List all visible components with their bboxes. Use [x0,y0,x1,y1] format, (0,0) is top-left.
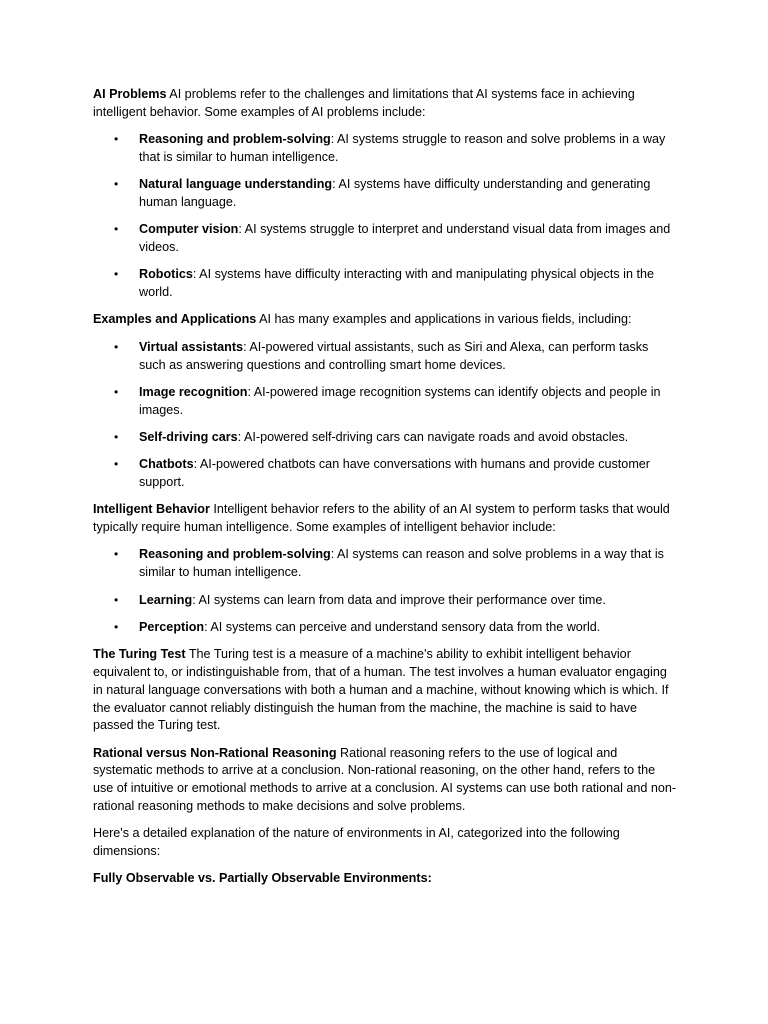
document-page [93,86,678,898]
observable-environments-heading-text: Fully Observable vs. Partially Observable Environments: [93,871,432,886]
bullet-icon: • [114,592,119,607]
list-item [93,176,678,212]
list-item [93,221,678,257]
list-item [93,619,678,637]
list-item-desc: : AI systems have difficulty understanding and generating human language. [139,177,651,209]
list-item [93,456,678,492]
ai-problems-text: AI problems refer to the challenges and limitations that AI systems face in achieving intelligent behavior. Some examples of AI problems include: [93,87,635,119]
rational-reasoning-paragraph [93,745,678,816]
list-item [93,339,678,375]
list-item [93,546,678,582]
intelligent-behavior-text: Intelligent behavior refers to the ability of an AI system to perform tasks that would typically require human intelligence. Some examples of intelligent behavior include: [93,502,670,535]
bullet-icon: • [114,267,119,282]
list-item [93,266,678,302]
ai-problems-paragraph [93,86,678,122]
ai-problems-list [93,131,678,302]
list-item [93,131,678,167]
list-item-term: Computer vision [139,222,239,237]
list-item-desc: : AI systems can reason and solve problems in a way that is similar to human intelligence. [139,547,664,580]
list-item-desc: : AI-powered image recognition systems can identify objects and people in images. [139,384,661,417]
examples-list [93,339,678,492]
list-item-desc: : AI-powered chatbots can have conversations with humans and provide customer support. [139,457,651,490]
bullet-icon: • [114,339,119,354]
bullet-icon: • [114,619,119,634]
bullet-icon: • [114,429,119,444]
intelligent-behavior-list [93,546,678,636]
observable-environments-heading [93,870,678,888]
list-item-term: Self-driving cars [139,429,238,444]
bullet-icon: • [114,177,119,192]
bullet-icon: • [114,132,119,147]
list-item-desc: : AI-powered self-driving cars can navigate roads and avoid obstacles. [237,429,629,444]
rational-reasoning-heading: Rational versus Non-Rational Reasoning [93,745,337,760]
list-item [93,384,678,420]
list-item-desc: : AI systems can learn from data and improve their performance over time. [192,592,606,607]
list-item-desc: : AI systems have difficulty interacting with and manipulating physical objects in the world. [139,267,654,300]
list-item-term: Virtual assistants [139,339,244,354]
ai-problems-heading: AI Problems [93,87,167,101]
list-item-term: Reasoning and problem-solving [139,547,331,562]
examples-heading: Examples and Applications [93,312,257,327]
list-item-term: Natural language understanding [139,177,333,192]
bullet-icon: • [114,384,119,399]
list-item-term: Perception [139,619,205,634]
list-item-desc: : AI-powered virtual assistants, such as Siri and Alexa, can perform tasks such as answering questions and controlling smart home devices. [139,339,649,372]
list-item-term: Image recognition [139,384,248,399]
list-item [93,592,678,610]
list-item-desc: : AI systems struggle to reason and solve problems in a way that is similar to human intelligence. [139,132,666,164]
list-item-desc: : AI systems struggle to interpret and understand visual data from images and videos. [139,222,671,255]
bullet-icon: • [114,222,119,237]
turing-test-text: The Turing test is a measure of a machine's ability to exhibit intelligent behavior equivalent to, or indistinguishable from, that of a human. The test involves a human evaluator engaging in natural language conversations with both a human and a machine, without knowing which is which. If the evaluator cannot reliably distinguish the human from the machine, the machine is said to have passed the Turing test. [93,647,669,733]
examples-text: AI has many examples and applications in various fields, including: [256,312,632,327]
list-item-term: Reasoning and problem-solving [139,132,331,147]
bullet-icon: • [114,457,119,472]
list-item [93,429,678,447]
list-item-desc: : AI systems can perceive and understand sensory data from the world. [204,619,601,634]
examples-paragraph [93,311,678,329]
intelligent-behavior-paragraph [93,501,678,537]
list-item-term: Chatbots [139,457,194,472]
list-item-term: Robotics [139,267,193,282]
intelligent-behavior-heading: Intelligent Behavior [93,502,210,517]
turing-test-paragraph [93,646,678,735]
list-item-term: Learning [139,592,193,607]
turing-test-heading: The Turing Test [93,647,186,662]
environments-intro-text: Here's a detailed explanation of the nature of environments in AI, categorized into the following dimensions: [93,826,620,859]
rational-reasoning-text: Rational reasoning refers to the use of logical and systematic methods to arrive at a conclusion. Non-rational reasoning, on the other hand, refers to the use of intuitive or emotional methods to arrive at a conclusion. AI systems can use both rational and non-rational reasoning methods to make decisions and solve problems. [93,745,677,813]
environments-intro-paragraph [93,825,678,861]
bullet-icon: • [114,547,119,562]
